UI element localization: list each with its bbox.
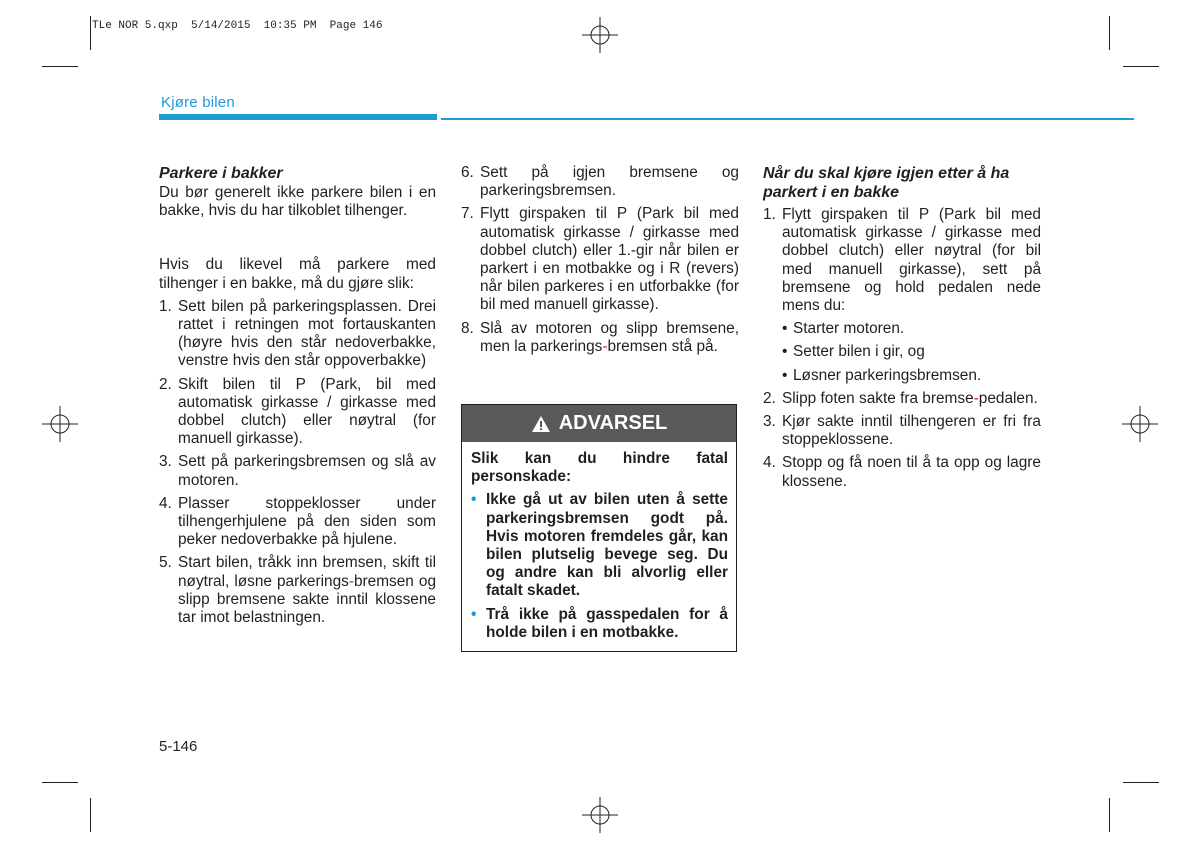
list-item: 7. Flytt girspaken til P (Park bil med automatisk girkasse / girkasse med dobbel clutch) eller 1.-gir når bilen er parkert i en motbakke og i R (revers) når bilen parkeres i en utforbakke (for bil med manuell girkasse). — [461, 205, 739, 314]
page-number: 5-146 — [159, 738, 198, 755]
column-right — [763, 164, 1041, 496]
column-middle — [461, 164, 739, 361]
list-item: 5. Start bilen, tråkk inn bremsen, skift til nøytral, løsne parkerings-bremsen og slipp bremsene sakte inntil klossene tar imot belastningen. — [159, 554, 436, 627]
warning-title: ADVARSEL — [558, 412, 668, 434]
warning-lead: Slik kan du hindre fatal personskade: — [471, 450, 728, 486]
paragraph: Du bør generelt ikke parkere bilen i en bakke, hvis du har tilkoblet tilhenger. — [159, 184, 436, 220]
crop-mark — [42, 66, 78, 67]
warning-triangle-icon — [531, 415, 551, 433]
column-left — [159, 164, 436, 632]
list-item: 1. Sett bilen på parkeringsplassen. Drei rattet i retningen mot fortauskanten (høyre hvis den står nedoverbakke, venstre hvis den står oppoverbakke) — [159, 297, 436, 370]
list-item: 1. Flytt girspaken til P (Park bil med automatisk girkasse / girkasse med dobbel clutch) eller nøytral (for bil med manuell girkasse), sett på bremsene og hold pedalen nede mens du: — [763, 206, 1041, 315]
warning-header — [462, 405, 736, 442]
list-item: 3. Sett på parkeringsbremsen og slå av motoren. — [159, 453, 436, 489]
list-item: 2. Skift bilen til P (Park, bil med automatisk girkasse / girkasse med dobbel clutch) eller nøytral (for manuell girkasse). — [159, 375, 436, 448]
list-item: 3. Kjør sakte inntil tilhengeren er fri fra stoppeklossene. — [763, 413, 1041, 449]
crop-mark — [1109, 798, 1110, 832]
warning-bullet: • Ikke gå ut av bilen uten å sette parkeringsbremsen godt på. Hvis motoren fremdeles går, kan bilen plutselig bevege seg. Du og andre kan bli alvorlig eller fatalt skadet. — [471, 491, 728, 600]
spacer — [159, 220, 436, 256]
section-rule-thick — [159, 114, 437, 120]
paragraph: Hvis du likevel må parkere med tilhenger i en bakke, må du gjøre slik: — [159, 256, 436, 292]
list-item: 4. Plasser stoppeklosser under tilhengerhjulene på den siden som peker nedoverbakke på hjulene. — [159, 494, 436, 549]
crop-mark — [90, 798, 91, 832]
crop-mark — [1109, 16, 1110, 50]
registration-mark-icon — [42, 406, 78, 442]
printer-slug: TLe NOR 5.qxp 5/14/2015 10:35 PM Page 146 — [92, 20, 383, 32]
registration-mark-icon — [582, 797, 618, 833]
warning-body — [462, 442, 736, 642]
crop-mark — [1123, 782, 1159, 783]
bullet-item: • Løsner parkeringsbremsen. — [782, 366, 982, 384]
warning-box — [461, 404, 737, 652]
crop-mark — [1123, 66, 1159, 67]
list-item: 2. Slipp foten sakte fra bremse-pedalen. — [763, 389, 1038, 407]
list-item: 8. Slå av motoren og slipp bremsene, men la parkerings-bremsen stå på. — [461, 319, 739, 355]
bullet-item: • Setter bilen i gir, og — [782, 343, 925, 361]
list-item: 6. Sett på igjen bremsene og parkeringsbremsen. — [461, 164, 739, 200]
section-title: Kjøre bilen — [161, 94, 235, 111]
crop-mark — [90, 16, 91, 50]
registration-mark-icon — [1122, 406, 1158, 442]
bullet-item: • Starter motoren. — [782, 320, 905, 338]
subheading: Parkere i bakker — [159, 165, 283, 182]
registration-mark-icon — [582, 17, 618, 53]
warning-bullet: • Trå ikke på gasspedalen for å holde bilen i en motbakke. — [471, 605, 728, 641]
section-rule-thin — [441, 118, 1134, 120]
subheading: Når du skal kjøre igjen etter å ha parkert i en bakke — [763, 165, 1010, 201]
list-item: 4. Stopp og få noen til å ta opp og lagre klossene. — [763, 454, 1041, 490]
crop-mark — [42, 782, 78, 783]
